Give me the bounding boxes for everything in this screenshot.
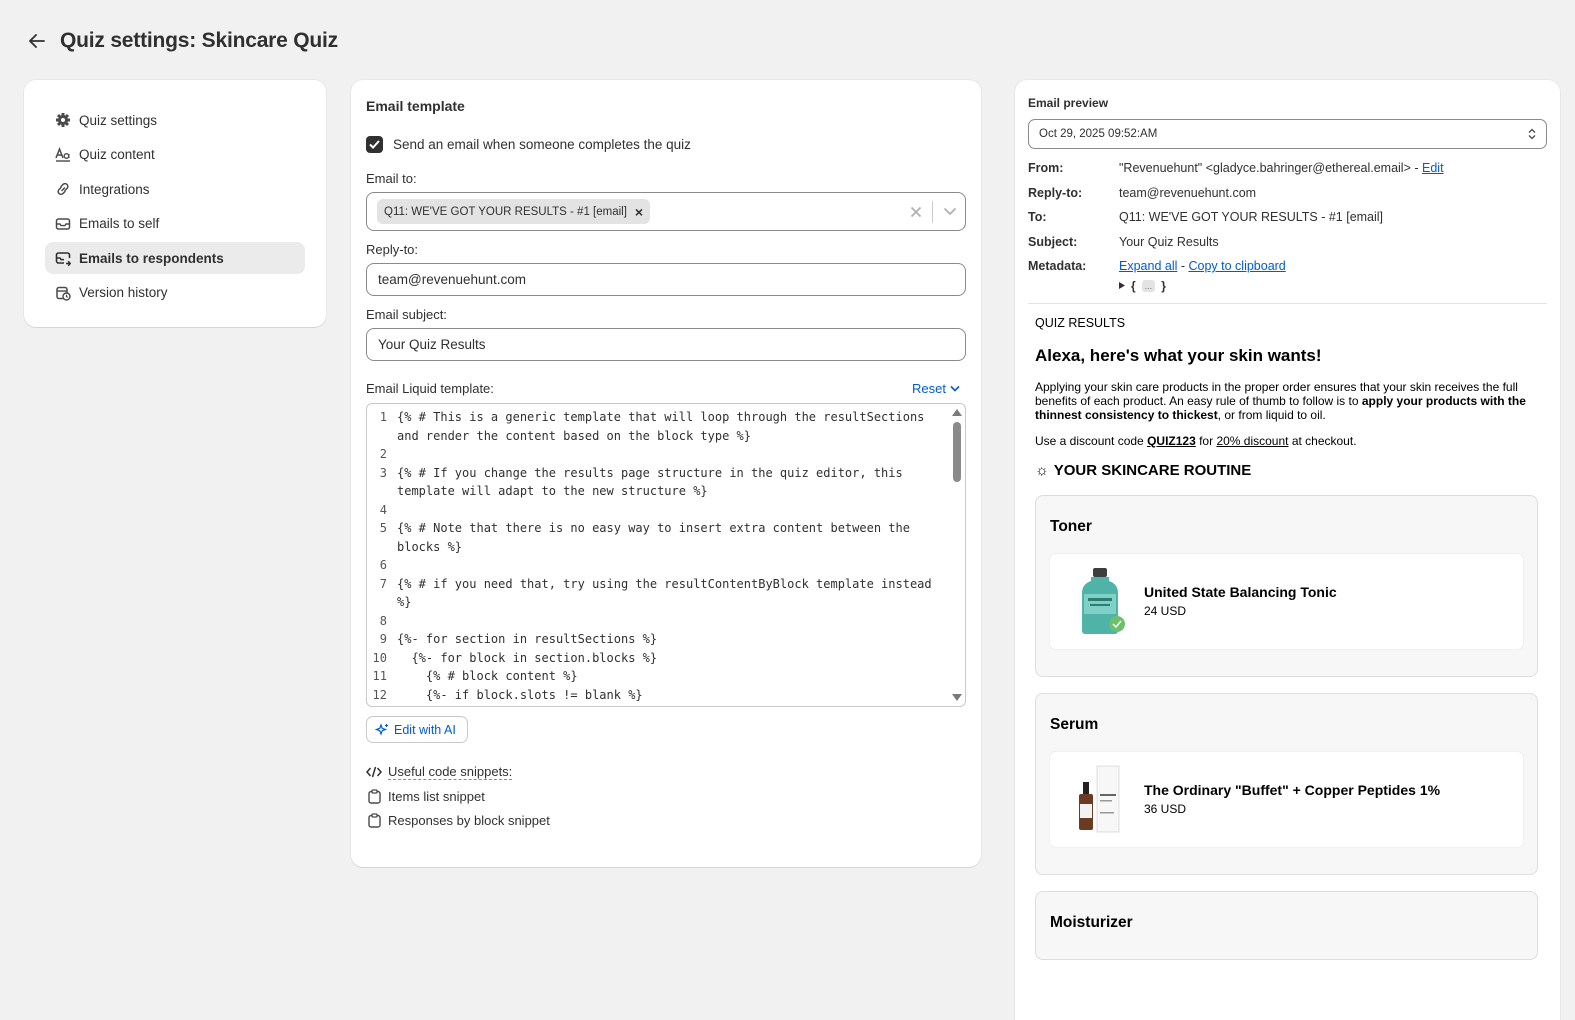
code-line [367, 575, 965, 612]
email-metadata [1028, 156, 1547, 293]
clock-history-icon [55, 285, 71, 301]
routine-heading-text: YOUR SKINCARE ROUTINE [1053, 461, 1252, 479]
line-code: {% # If you change the results page structure in the quiz editor, this template will adapt to the new structure %} [397, 465, 910, 498]
reply-to-input[interactable]: team@revenuehunt.com [366, 263, 966, 296]
line-number: 12 [372, 687, 387, 702]
headline-part: Alexa, here's [1035, 345, 1144, 365]
separator: - [1410, 161, 1422, 176]
paragraph-text: , or from liquid to oil. [1217, 407, 1326, 422]
line-number: 8 [379, 613, 387, 628]
discount-text: Use a discount code [1035, 433, 1148, 448]
tag-text: Q11: WE'VE GOT YOUR RESULTS - #1 [email] [384, 205, 627, 218]
snippets-heading-text: Useful code snippets: [388, 764, 513, 779]
liquid-template-label: Email Liquid template: [366, 381, 494, 396]
from-label: From: [1028, 161, 1064, 176]
metadata-label: Metadata: [1028, 259, 1087, 274]
json-brace-open: { [1131, 278, 1136, 293]
code-line [367, 501, 965, 520]
responses-by-block-snippet[interactable] [366, 813, 966, 828]
code-line [367, 408, 965, 445]
code-line [367, 519, 965, 556]
nav-item-label: Version history [79, 285, 168, 300]
category-card-moisturizer [1035, 891, 1538, 960]
back-button[interactable] [24, 28, 50, 54]
email-template-heading: Email template [366, 98, 465, 114]
product-name: United State Balancing Tonic [1144, 584, 1337, 600]
snippet-label: Responses by block snippet [388, 813, 550, 828]
line-code: {%- for block in section.blocks %} [397, 650, 658, 665]
copy-clipboard-link[interactable]: Copy to clipboard [1188, 259, 1286, 274]
code-line [367, 445, 965, 464]
text-format-icon [55, 147, 71, 163]
page-header [24, 28, 338, 54]
line-code: {% # block content %} [397, 669, 578, 683]
email-headline [1035, 346, 1541, 366]
email-body [1028, 304, 1547, 960]
separator: - [1177, 259, 1189, 274]
code-snippets-heading [366, 764, 966, 780]
email-eyebrow: QUIZ RESULTS [1035, 315, 1126, 330]
sun-icon: ☼ [1035, 461, 1049, 479]
code-line [367, 630, 965, 649]
subject-label: Subject: [1028, 234, 1078, 249]
paragraph-text: Applying your skin care products in the proper order ensures that your skin receives the full benefits of each product. An easy rule of thumb to follow is to [1035, 379, 1518, 408]
category-title: Toner [1050, 517, 1092, 535]
code-line [367, 667, 965, 686]
envelope-icon [55, 216, 71, 232]
liquid-code-editor[interactable] [366, 403, 966, 707]
line-code: {%- for section in resultSections %} [397, 632, 658, 646]
routine-heading [1035, 462, 1541, 479]
email-subject-input[interactable]: Your Quiz Results [366, 328, 966, 361]
send-email-label: Send an email when someone completes the quiz [393, 137, 691, 152]
gear-icon [55, 112, 71, 128]
line-number: 7 [379, 576, 387, 591]
product-price: 36 USD [1144, 802, 1187, 816]
preview-date-select[interactable] [1028, 119, 1547, 149]
code-scrollbar[interactable] [952, 409, 962, 701]
to-label: To: [1028, 210, 1047, 225]
product-row [1050, 752, 1523, 847]
email-to-tag [377, 199, 650, 224]
clear-icon[interactable] [910, 206, 922, 218]
metadata-json-toggle[interactable] [1119, 279, 1547, 293]
reset-label: Reset [912, 381, 946, 396]
sparkle-icon [375, 723, 389, 737]
send-email-checkbox[interactable] [366, 136, 383, 153]
line-number: 9 [379, 632, 387, 646]
code-line [367, 556, 965, 575]
line-number: 3 [379, 465, 387, 480]
email-to-label: Email to: [366, 171, 417, 186]
subject-value: Your Quiz Results [1119, 234, 1219, 249]
nav-item-label: Emails to respondents [79, 250, 224, 266]
discount-text: for [1195, 433, 1217, 448]
line-number: 4 [379, 502, 387, 517]
envelope-send-icon [55, 250, 71, 266]
line-code [397, 445, 965, 464]
nav-item-label: Emails to self [79, 216, 160, 231]
category-card-serum [1035, 693, 1538, 875]
category-title: Serum [1050, 715, 1099, 733]
code-line [367, 464, 965, 501]
discount-code: QUIZ123 [1147, 433, 1196, 448]
snippet-label: Items list snippet [388, 789, 485, 804]
remove-tag-button[interactable]: × [634, 203, 644, 220]
json-ellipsis: ... [1142, 280, 1156, 292]
clipboard-icon [368, 813, 381, 828]
clipboard-icon [368, 789, 381, 804]
to-value: Q11: WE'VE GOT YOUR RESULTS - #1 [email] [1119, 210, 1384, 225]
code-line [367, 612, 965, 631]
discount-text: at checkout. [1288, 433, 1357, 448]
line-number: 2 [379, 447, 387, 461]
email-template-card [351, 80, 981, 867]
reply-to-meta-label: Reply-to: [1028, 185, 1083, 200]
product-price: 24 USD [1144, 604, 1187, 618]
line-number: 6 [379, 558, 387, 572]
email-to-select[interactable] [366, 192, 966, 231]
category-card-toner [1035, 495, 1538, 677]
reply-to-meta-value: team@revenuehunt.com [1119, 185, 1257, 200]
nav-item-quiz-settings[interactable] [45, 104, 305, 136]
nav-item-label: Integrations [79, 181, 150, 197]
line-code: {%- if block.slots != blank %} [397, 687, 643, 702]
nav-item-label: Quiz settings [79, 112, 158, 128]
product-image [1070, 764, 1130, 834]
edit-with-ai-button[interactable] [366, 716, 468, 743]
category-title: Moisturizer [1050, 913, 1133, 931]
edit-from-link[interactable]: Edit [1422, 161, 1444, 176]
email-paragraph [1035, 380, 1541, 422]
line-code: {% # Note that there is no easy way to insert extra content between the blocks %} [397, 521, 918, 554]
nav-item-emails-to-respondents[interactable] [45, 242, 305, 274]
email-subject-label: Email subject: [366, 307, 447, 322]
expand-all-link[interactable]: Expand all [1119, 259, 1178, 274]
product-row [1050, 554, 1523, 649]
line-code: {% # This is a generic template that will loop through the resultSections and render the content based on the block type %} [397, 410, 932, 443]
items-list-snippet[interactable] [366, 789, 966, 804]
product-name: The Ordinary "Buffet" + Copper Peptides 1% [1144, 782, 1441, 798]
send-email-checkbox-row[interactable] [366, 136, 966, 153]
reply-to-label: Reply-to: [366, 242, 419, 257]
line-number: 10 [372, 650, 387, 665]
code-icon [366, 766, 382, 778]
checkmark-icon [369, 140, 380, 149]
chevron-down-icon[interactable] [943, 207, 957, 216]
nav-item-emails-to-self[interactable] [45, 208, 305, 240]
settings-nav [24, 80, 326, 327]
link-icon [55, 181, 71, 197]
headline-emphasis: what your skin wants! [1143, 345, 1322, 365]
from-value: "Revenuehunt" <gladyce.bahringer@ethereal.email> [1119, 161, 1411, 176]
nav-item-quiz-content[interactable] [45, 139, 305, 171]
reset-button[interactable] [912, 381, 960, 396]
email-discount [1035, 434, 1541, 448]
email-preview-heading: Email preview [1028, 96, 1109, 110]
code-line [367, 649, 965, 668]
line-code [397, 556, 965, 575]
line-number: 5 [379, 521, 387, 535]
line-code [397, 612, 965, 631]
line-code: {% # if you need that, try using the resultContentByBlock template instead %} [397, 576, 939, 609]
line-number: 11 [372, 669, 387, 683]
email-preview-card [1015, 80, 1560, 1020]
select-arrows-icon [1528, 128, 1536, 140]
page-title: Quiz settings: Skincare Quiz [60, 29, 338, 52]
product-image [1070, 566, 1130, 636]
caret-right-icon [1119, 282, 1125, 289]
nav-item-integrations[interactable] [45, 173, 305, 205]
line-code [397, 501, 965, 520]
code-line [367, 686, 965, 705]
arrow-left-icon [29, 34, 45, 48]
discount-percent: 20% discount [1216, 433, 1289, 448]
paragraph-emphasis: apply your products with the thinnest consistency to thickest [1035, 393, 1526, 422]
chevron-down-icon [950, 385, 960, 392]
line-number: 1 [379, 410, 387, 424]
preview-date-value: Oct 29, 2025 09:52:AM [1039, 128, 1158, 140]
edit-with-ai-label: Edit with AI [394, 722, 456, 737]
nav-item-version-history[interactable] [45, 277, 305, 309]
nav-item-label: Quiz content [79, 147, 155, 162]
json-brace-close: } [1161, 278, 1166, 293]
